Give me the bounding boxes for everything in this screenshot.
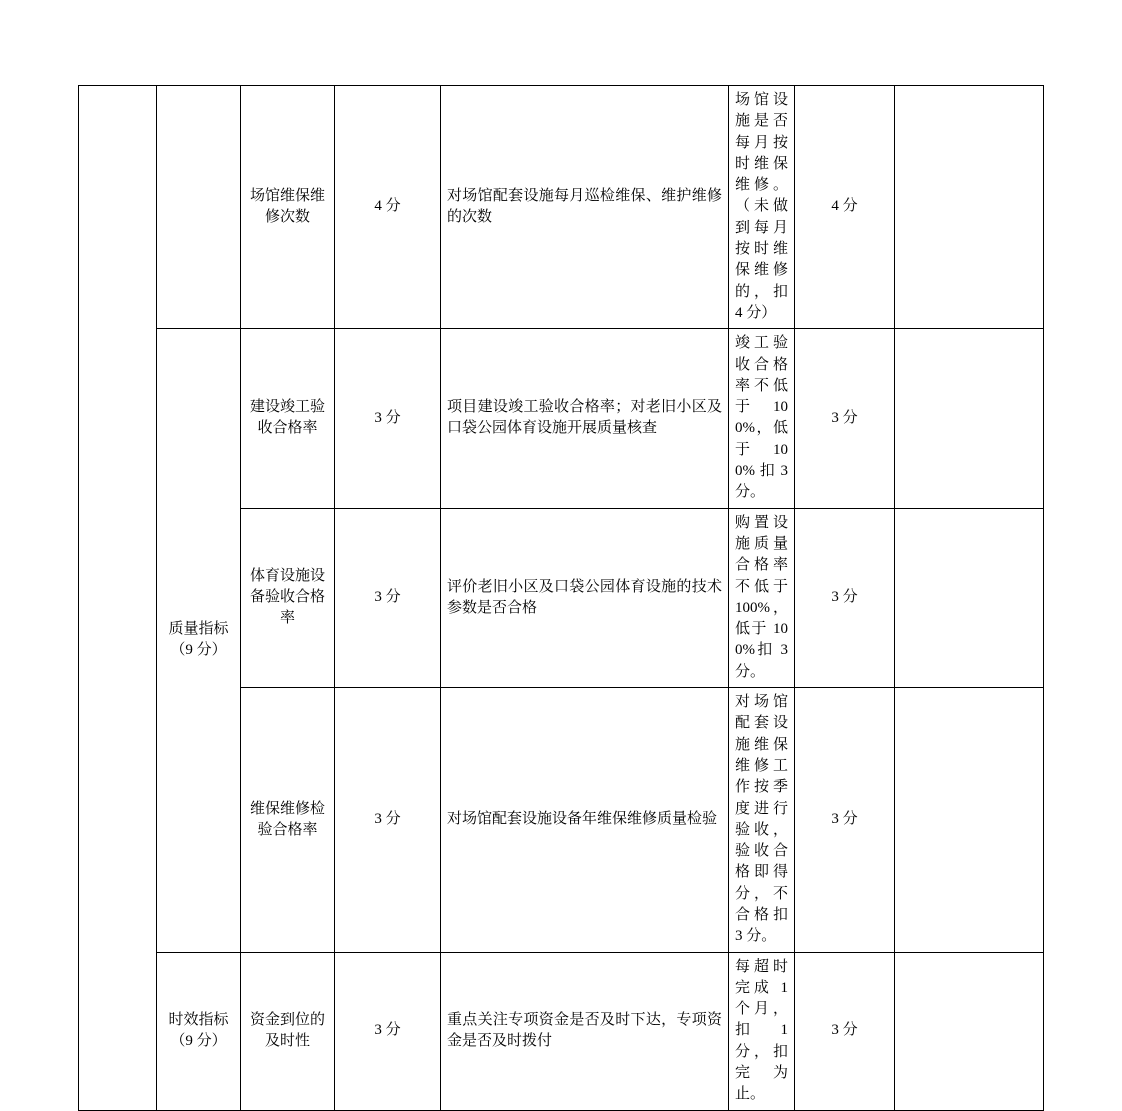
cell-weight: 3 分 (335, 688, 441, 953)
cell-description: 项目建设竣工验收合格率；对老旧小区及口袋公园体育设施开展质量核查 (441, 329, 729, 508)
cell-criteria: 每超时完成 1 个月，扣 1 分，扣完为止。 (729, 952, 795, 1110)
cell-criteria: 场馆设施是否每月按时维保维修。（未做到每月按时维保维修的，扣 4 分） (729, 86, 795, 329)
cell-description: 重点关注专项资金是否及时下达，专项资金是否及时拨付 (441, 952, 729, 1110)
cell-score: 3 分 (795, 508, 895, 687)
cell-remark (895, 329, 1044, 508)
cell-level3: 建设竣工验收合格率 (241, 329, 335, 508)
cell-criteria: 对场馆配套设施维保维修工作按季度进行验收，验收合格即得分，不合格扣 3 分。 (729, 688, 795, 953)
performance-indicator-table-wrapper (78, 85, 1044, 1111)
cell-score: 3 分 (795, 952, 895, 1110)
cell-remark (895, 86, 1044, 329)
cell-weight: 3 分 (335, 952, 441, 1110)
cell-level1 (79, 86, 157, 1111)
cell-description: 对场馆配套设施设备年维保维修质量检验 (441, 688, 729, 953)
cell-weight: 3 分 (335, 329, 441, 508)
table-row (79, 86, 1044, 329)
cell-level3: 场馆维保维修次数 (241, 86, 335, 329)
cell-remark (895, 688, 1044, 953)
cell-score: 3 分 (795, 688, 895, 953)
cell-remark (895, 508, 1044, 687)
cell-level3: 资金到位的及时性 (241, 952, 335, 1110)
cell-level2: 质量指标（9 分） (157, 329, 241, 952)
cell-level3: 体育设施设备验收合格率 (241, 508, 335, 687)
cell-level3: 维保维修检验合格率 (241, 688, 335, 953)
cell-description: 对场馆配套设施每月巡检维保、维护维修的次数 (441, 86, 729, 329)
cell-level2: 时效指标（9 分） (157, 952, 241, 1110)
cell-remark (895, 952, 1044, 1110)
cell-description: 评价老旧小区及口袋公园体育设施的技术参数是否合格 (441, 508, 729, 687)
cell-score: 4 分 (795, 86, 895, 329)
table-row (79, 952, 1044, 1110)
performance-indicator-table (78, 85, 1044, 1111)
cell-criteria: 竣工验收合格率不低于 100%，低于 100% 扣 3 分。 (729, 329, 795, 508)
cell-weight: 4 分 (335, 86, 441, 329)
cell-weight: 3 分 (335, 508, 441, 687)
table-row (79, 329, 1044, 508)
cell-level2 (157, 86, 241, 329)
cell-criteria: 购置设施质量合格率不低于 100%，低于 100%扣 3 分。 (729, 508, 795, 687)
cell-score: 3 分 (795, 329, 895, 508)
